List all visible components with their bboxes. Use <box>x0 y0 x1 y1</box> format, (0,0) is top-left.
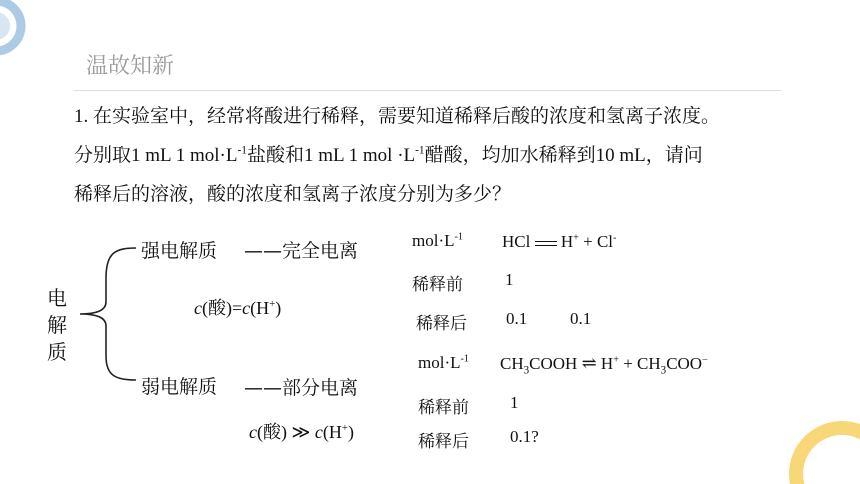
strong-before-value: 1 <box>505 270 514 289</box>
strong-after-acid-value: 0.1 <box>506 309 528 328</box>
weak-ionization-note: ——部分电离 <box>244 377 359 399</box>
strong-unit-header: $mol\cdot L^{-1}$ <box>412 231 463 250</box>
strong-after-h-value: 0.1 <box>570 309 592 328</box>
blue-ring-decoration <box>0 0 40 70</box>
page-title: 温故知新 <box>86 54 175 79</box>
weak-before-value: 1 <box>510 393 519 412</box>
root-char-1: 电 <box>47 286 67 310</box>
strong-electrolyte-label: 强电解质 <box>141 240 218 262</box>
strong-ionization-note: ——完全电离 <box>244 240 359 262</box>
title-divider <box>74 90 781 91</box>
weak-electrolyte-label: 弱电解质 <box>141 376 218 398</box>
classification-brace <box>76 238 140 388</box>
strong-after-label: 稀释后 <box>416 314 467 334</box>
question-line-3: 稀释后的溶液，酸的浓度和氢离子浓度分别为多少？ <box>74 183 512 205</box>
weak-equation: $CH_3COOH$ ⇌ $H^+ + CH_3COO^-$ <box>500 353 708 377</box>
question-line-1: 1. 在实验室中，经常将酸进行稀释，需要知道稀释后酸的浓度和氢离子浓度。 <box>74 105 721 127</box>
root-char-2: 解 <box>47 313 67 337</box>
weak-before-label: 稀释前 <box>418 398 469 418</box>
weak-after-label: 稀释后 <box>418 432 469 452</box>
root-char-3: 质 <box>47 340 67 364</box>
strong-before-label: 稀释前 <box>412 275 463 295</box>
question-line-2: 分别取1 mL 1 $mol\cdot L^{-1}$盐酸和1 mL 1 mol $\cdot L^{-1}$醋酸，均加水稀释到10 mL，请问 <box>74 144 703 166</box>
weak-after-value: 0.1? <box>510 427 539 446</box>
strong-equation: HCl H+ + Cl- <box>502 232 617 251</box>
yellow-ring-decoration <box>780 410 860 484</box>
strong-relation: c(酸)=c(H+) <box>194 298 282 319</box>
weak-relation: c(酸) ≫ c(H+) <box>249 422 354 443</box>
weak-unit-header: $mol\cdot L^{-1}$ <box>418 353 469 372</box>
